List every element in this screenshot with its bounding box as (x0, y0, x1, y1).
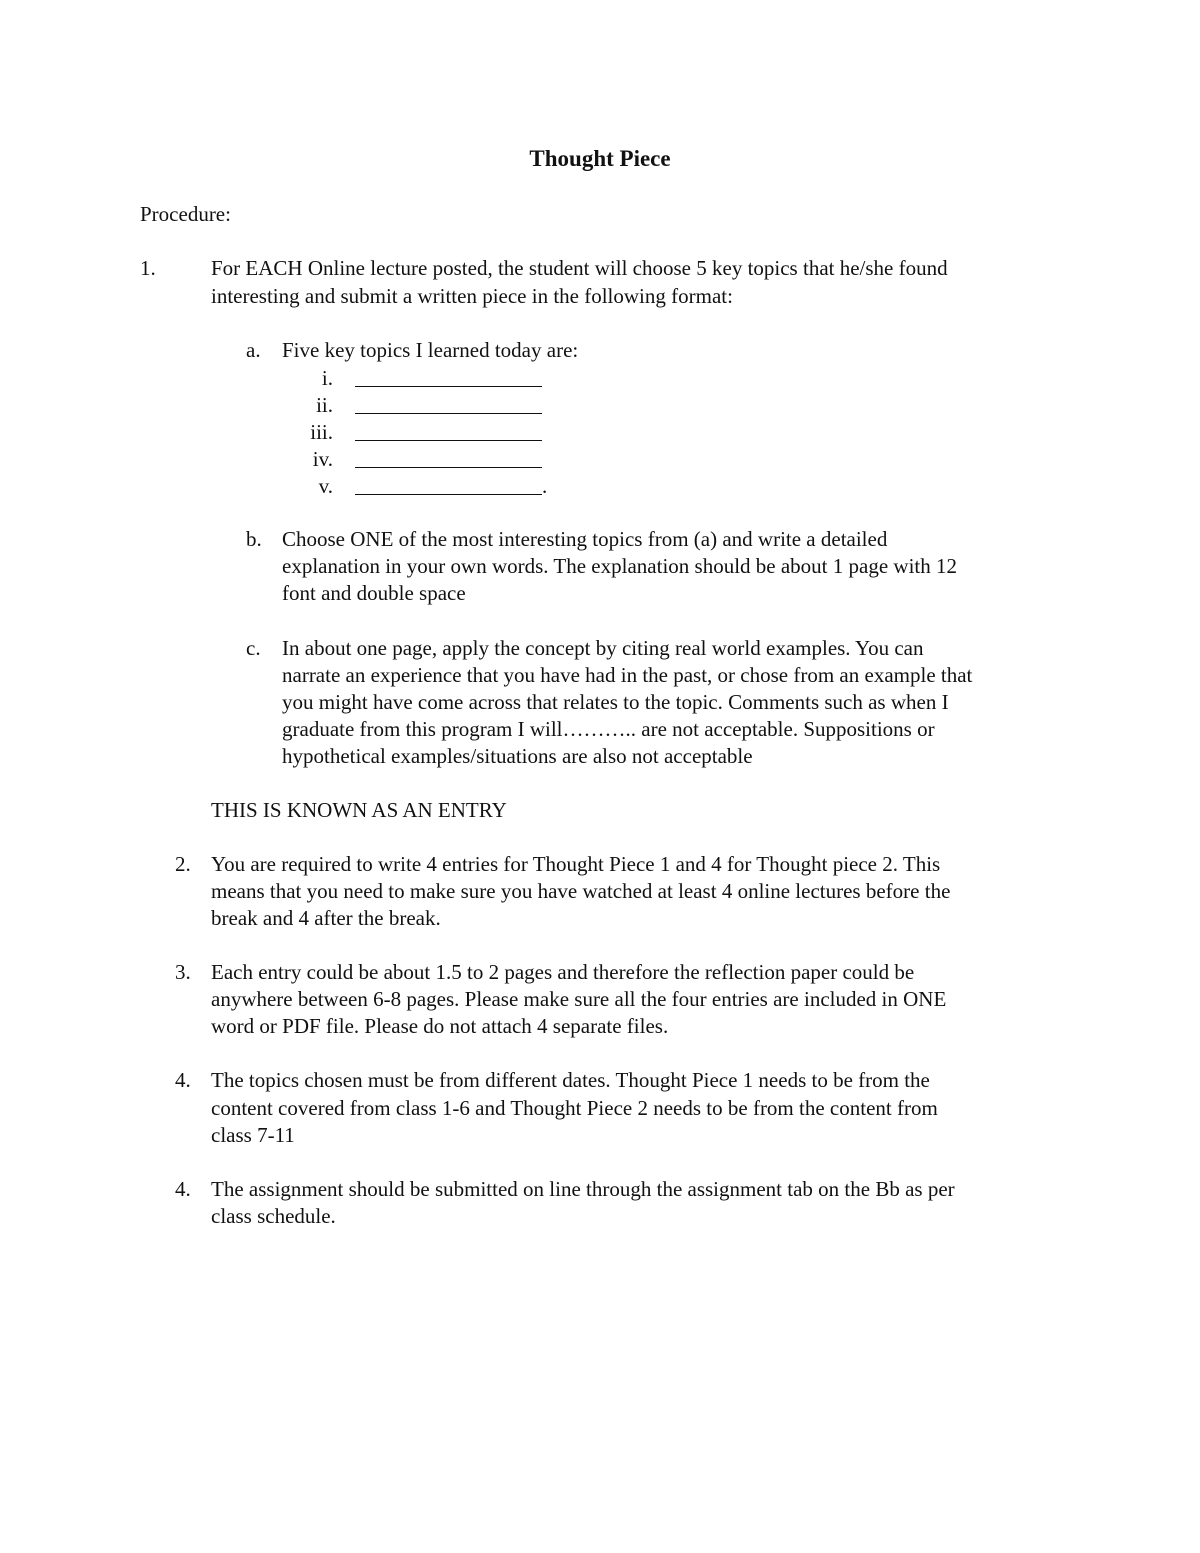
item-1-line-2: interesting and submit a written piece in the following format: (211, 284, 733, 308)
item-2-line-1: You are required to write 4 entries for Thought Piece 1 and 4 for Thought piece 2. This (211, 852, 941, 876)
item-1-line-1: For EACH Online lecture posted, the student will choose 5 key topics that he/she found (211, 256, 948, 280)
item-5-number: 4. (175, 1177, 191, 1201)
item-5-line-2: class schedule. (211, 1204, 336, 1228)
item-2-line-3: break and 4 after the break. (211, 906, 441, 930)
sub-a-label: a. (246, 338, 261, 362)
blank-line-iv (355, 467, 542, 468)
roman-ii: ii. (316, 393, 333, 417)
item-4-line-1: The topics chosen must be from different dates. Thought Piece 1 needs to be from the (211, 1068, 930, 1092)
sub-c-line-3: you might have come across that relates to the topic. Comments such as when I (282, 690, 949, 714)
item-5-line-1: The assignment should be submitted on line through the assignment tab on the Bb as per (211, 1177, 955, 1201)
roman-i: i. (321, 366, 333, 390)
item-4-number: 4. (175, 1068, 191, 1092)
sub-b-line-2: explanation in your own words. The explanation should be about 1 page with 12 (282, 554, 957, 578)
document-title: Thought Piece (529, 146, 671, 171)
item-1-number: 1. (140, 256, 156, 280)
blank-line-i (355, 386, 542, 387)
blank-line-iii (355, 440, 542, 441)
sub-c-line-5: hypothetical examples/situations are also not acceptable (282, 744, 753, 768)
roman-v: v. (318, 474, 333, 498)
roman-iv: iv. (312, 447, 333, 471)
entry-note: THIS IS KNOWN AS AN ENTRY (211, 798, 507, 822)
procedure-label: Procedure: (140, 202, 231, 226)
sub-c-line-4: graduate from this program I will……….. are not acceptable. Suppositions or (282, 717, 935, 741)
item-4-line-3: class 7-11 (211, 1123, 295, 1147)
item-2-number: 2. (175, 852, 191, 876)
blank-v-period: . (542, 474, 548, 498)
sub-c-line-2: narrate an experience that you have had in the past, or chose from an example that (282, 663, 973, 687)
sub-c-line-1: In about one page, apply the concept by citing real world examples. You can (282, 636, 924, 660)
blank-line-v (355, 494, 542, 495)
sub-b-line-1: Choose ONE of the most interesting topics from (a) and write a detailed (282, 527, 888, 551)
item-3-number: 3. (175, 960, 191, 984)
sub-b-line-3: font and double space (282, 581, 466, 605)
item-3-line-1: Each entry could be about 1.5 to 2 pages and therefore the reflection paper could be (211, 960, 915, 984)
item-3-line-3: word or PDF file. Please do not attach 4 separate files. (211, 1014, 669, 1038)
sub-a-text: Five key topics I learned today are: (282, 338, 579, 362)
item-3-line-2: anywhere between 6-8 pages. Please make sure all the four entries are included in ONE (211, 987, 947, 1011)
item-2-line-2: means that you need to make sure you have watched at least 4 online lectures before the (211, 879, 951, 903)
roman-iii: iii. (310, 420, 333, 444)
blank-line-ii (355, 413, 542, 414)
sub-b-label: b. (246, 527, 262, 551)
item-4-line-2: content covered from class 1-6 and Thought Piece 2 needs to be from the content from (211, 1096, 938, 1120)
sub-c-label: c. (246, 636, 261, 660)
